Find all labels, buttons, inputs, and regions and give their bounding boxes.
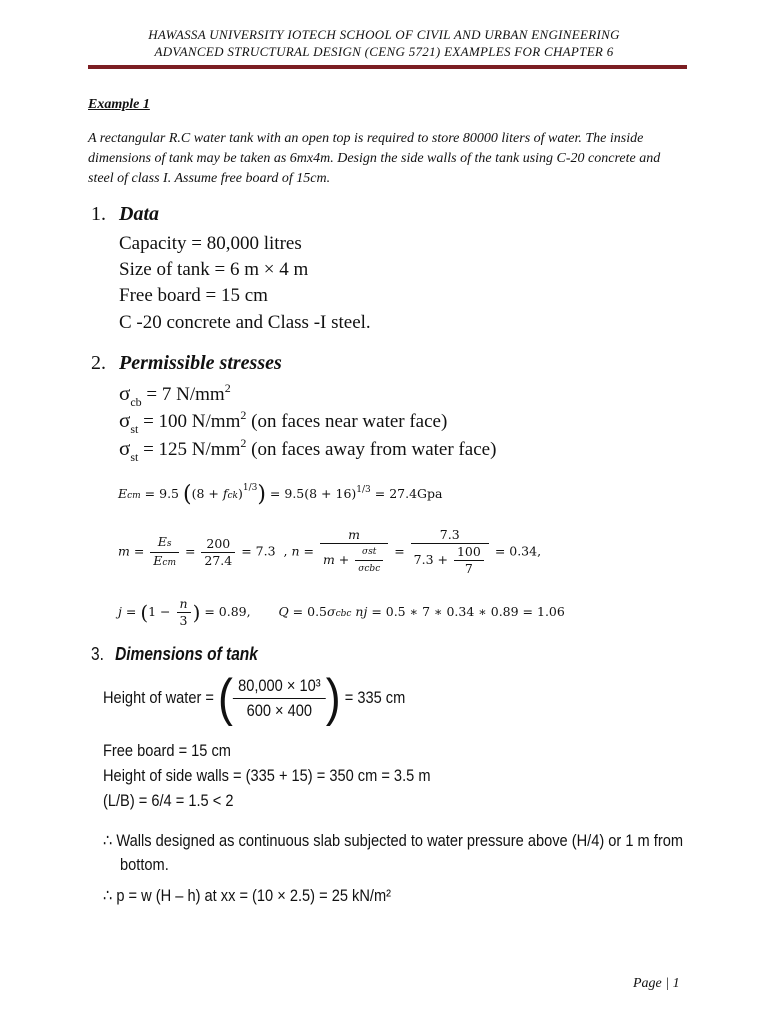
data-line: Capacity = 80,000 litres	[119, 233, 302, 254]
height-of-water-equation: Height of water = ( $\frac{\text{80,000 × 10³}}{600 \times 400}$ ) = 335 cm	[103, 669, 406, 727]
m-n-equation: m = $\frac{Es}{\text{Ecm}}$ = $\frac{200}{27.4}$ = 7.3 , n = m m + $\frac{\text{σst}}{\text{σcbc}}$ = 7.3 7.3 + $\frac{100}{7}$ = 0.34,	[118, 527, 542, 576]
data-line: Size of tank = 6 m × 4 m	[119, 259, 309, 280]
section-stresses-heading: 2. Permissible stresses	[91, 352, 282, 374]
dimension-line: ∴ p = w (H – h) at xx = (10 × 2.5) = 25 kN/m²	[103, 886, 392, 905]
problem-statement: A rectangular R.C water tank with an open top is required to store 80000 liters of water. The inside dimensions of tank may be taken as 6mx4m. Design the side walls of the tank using C-20 concrete and steel of class I. Assume free board of 15cm.	[88, 131, 661, 186]
dimension-line: Free board = 15 cm	[103, 741, 231, 760]
data-line: C -20 concrete and Class -I steel.	[119, 312, 371, 333]
ecm-equation: Ecm = 9.5 $((8 + fck)^{1/3}) = 9.5(8 + 16)^{1/3} = 27.4Gpa$	[118, 482, 443, 507]
dimension-line: ∴ Walls designed as continuous slab subjected to water pressure above (H/4) or 1 m from	[103, 831, 684, 850]
document-header	[0, 26, 768, 60]
header-rule	[88, 65, 687, 69]
header-line-1: HAWASSA UNIVERSITY IOTECH SCHOOL OF CIVIL AND URBAN ENGINEERING	[148, 27, 620, 42]
page-number: Page | 1	[633, 976, 680, 991]
example-title: Example 1	[88, 97, 150, 112]
dimension-line: (L/B) = 6/4 = 1.5 < 2	[103, 791, 234, 810]
stress-line: $\sigma_{cb} = 7$ $N/mm^2$	[119, 381, 231, 409]
section-dimensions-heading: 3. Dimensions of tank	[91, 644, 258, 664]
stress-line: $\sigma_{st} = 125$ $N/mm^2$ (on faces away from water face)	[119, 436, 497, 464]
data-line: Free board = 15 cm	[119, 285, 268, 306]
section-data-heading: 1. Data	[91, 203, 159, 225]
stress-line: $\sigma_{st} = 100$ $N/mm^2$ (on faces near water face)	[119, 408, 448, 436]
j-q-equation: j = (1 − $\frac{n}{3}$ ) = 0.89, Q = 0.5σcbc nj = 0.5 ∗ 7 ∗ 0.34 ∗ 0.89 = 1.06	[118, 596, 565, 628]
dimension-line: Height of side walls = (335 + 15) = 350 cm = 3.5 m	[103, 766, 431, 785]
header-line-2: ADVANCED STRUCTURAL DESIGN (CENG 5721) EXAMPLES FOR CHAPTER 6	[154, 44, 614, 59]
dimension-line: bottom.	[120, 855, 169, 874]
